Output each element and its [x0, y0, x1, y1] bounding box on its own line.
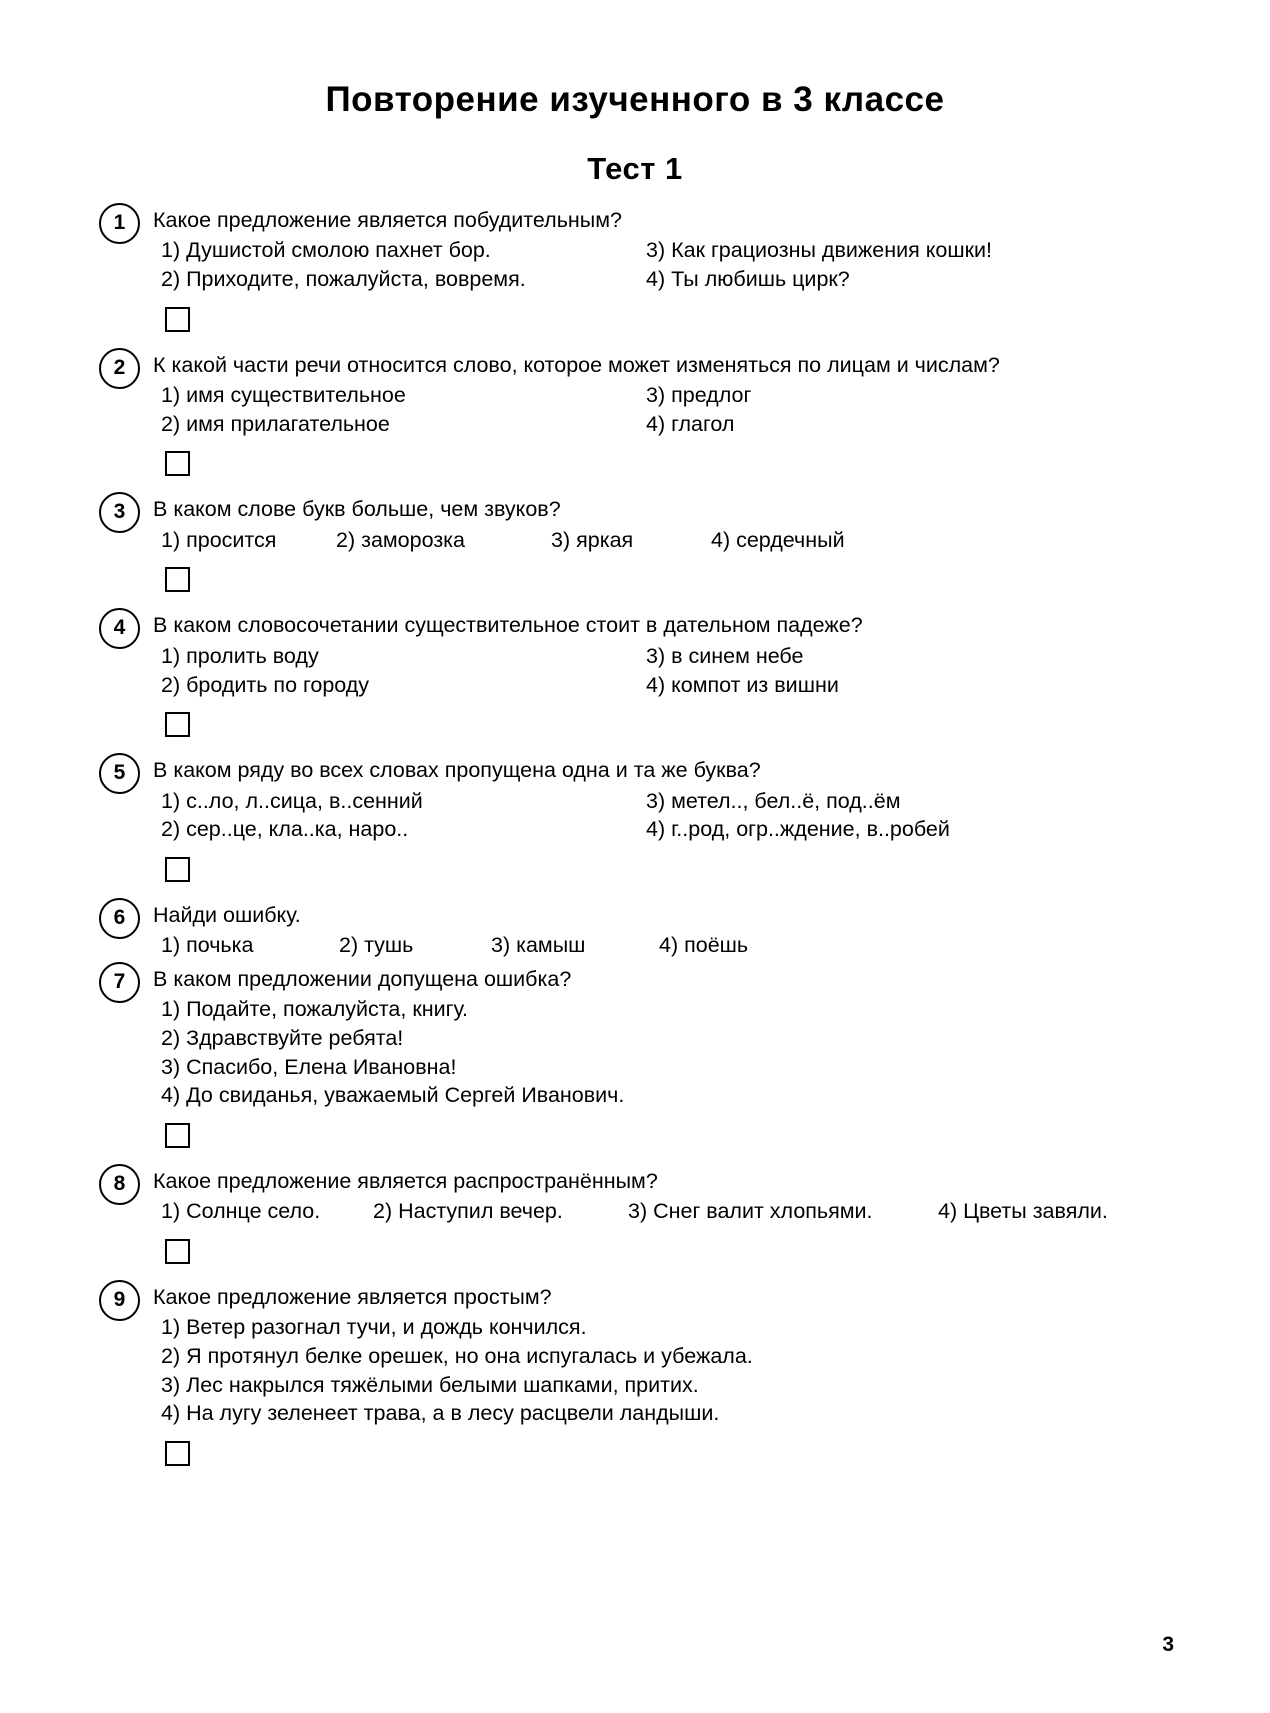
answer-checkbox[interactable] [165, 712, 190, 737]
question-9 [96, 1284, 1174, 1466]
question-7 [96, 966, 1174, 1148]
question-6 [96, 902, 1174, 960]
answer-option[interactable]: 4) глагол [646, 411, 735, 436]
answer-option[interactable]: 3) предлог [646, 383, 752, 408]
answer-options [153, 787, 1174, 844]
question-number-badge: 3 [99, 492, 140, 533]
question-prompt: Какое предложение является распространённым? [153, 1168, 658, 1193]
question-number-badge: 1 [99, 203, 140, 244]
question-prompt: В каком ряду во всех словах пропущена одна и та же буква? [153, 758, 761, 783]
answer-option[interactable]: 1) с..ло, л..сица, в..сенний [161, 788, 423, 813]
answer-checkbox[interactable] [165, 1123, 190, 1148]
question-number-badge: 6 [99, 898, 140, 939]
question-prompt: В каком словосочетании существительное стоит в дательном падеже? [153, 613, 863, 638]
answer-checkbox[interactable] [165, 857, 190, 882]
answer-options [153, 642, 1174, 699]
question-number-badge: 5 [99, 753, 140, 794]
answer-option[interactable]: 3) Как грациозны движения кошки! [646, 238, 992, 263]
answer-option[interactable]: 3) в синем небе [646, 643, 804, 668]
answer-option[interactable]: 3) Снег валит хлопьями. [628, 1199, 873, 1224]
answer-option[interactable]: 4) сердечный [711, 527, 845, 552]
question-prompt: Какое предложение является побудительным? [153, 207, 622, 232]
answer-option[interactable]: 2) Я протянул белке орешек, но она испугалась и убежала. [161, 1344, 753, 1369]
answer-checkbox[interactable] [165, 1441, 190, 1466]
answer-option[interactable]: 1) Подайте, пожалуйста, книгу. [161, 997, 469, 1022]
question-prompt: Найди ошибку. [153, 902, 301, 927]
answer-option[interactable]: 2) сер..це, кла..ка, наро.. [161, 817, 409, 842]
question-1 [96, 207, 1174, 332]
answer-option[interactable]: 2) Здравствуйте ребята! [161, 1026, 404, 1051]
question-prompt: В каком предложении допущена ошибка? [153, 966, 572, 991]
answer-option[interactable]: 3) Спасибо, Елена Ивановна! [161, 1054, 457, 1079]
question-prompt: В каком слове букв больше, чем звуков? [153, 497, 561, 522]
answer-option[interactable]: 2) имя прилагательное [161, 411, 390, 436]
answer-option[interactable]: 2) Наступил вечер. [373, 1199, 563, 1224]
answer-options [153, 1313, 1174, 1427]
answer-option[interactable]: 4) Цветы завяли. [938, 1199, 1108, 1224]
answer-option[interactable]: 4) поёшь [659, 933, 749, 958]
question-prompt: Какое предложение является простым? [153, 1284, 552, 1309]
question-number-badge: 7 [99, 962, 140, 1003]
answer-options [153, 236, 1174, 293]
question-5 [96, 757, 1174, 882]
answer-options [153, 1197, 1174, 1226]
answer-checkbox[interactable] [165, 567, 190, 592]
answer-option[interactable]: 4) На лугу зеленеет трава, а в лесу расцвели ландыши. [161, 1401, 720, 1426]
answer-option[interactable]: 3) яркая [551, 527, 634, 552]
answer-options [153, 995, 1174, 1109]
question-2 [96, 352, 1174, 477]
answer-option[interactable]: 1) пролить воду [161, 643, 319, 668]
answer-option[interactable]: 2) заморозка [336, 527, 466, 552]
questions-list [96, 207, 1174, 1466]
answer-option[interactable]: 1) Душистой смолою пахнет бор. [161, 238, 491, 263]
answer-option[interactable]: 3) камыш [491, 933, 586, 958]
answer-option[interactable]: 2) бродить по городу [161, 672, 370, 697]
answer-option[interactable]: 4) компот из вишни [646, 672, 839, 697]
page-number: 3 [1162, 1633, 1174, 1656]
answer-checkbox[interactable] [165, 307, 190, 332]
answer-option[interactable]: 1) имя существительное [161, 383, 406, 408]
answer-option[interactable]: 2) Приходите, пожалуйста, вовремя. [161, 267, 526, 292]
question-number-badge: 2 [99, 348, 140, 389]
question-number-badge: 8 [99, 1164, 140, 1205]
page-title: Повторение изученного в 3 классе [325, 80, 945, 119]
test-title: Тест 1 [587, 150, 683, 186]
question-prompt: К какой части речи относится слово, которое может изменяться по лицам и числам? [153, 352, 1000, 377]
answer-option[interactable]: 3) метел.., бел..ё, под..ём [646, 788, 901, 813]
question-3 [96, 496, 1174, 592]
answer-option[interactable]: 1) просится [161, 527, 277, 552]
answer-options [153, 381, 1174, 438]
question-4 [96, 612, 1174, 737]
answer-checkbox[interactable] [165, 1239, 190, 1264]
answer-checkbox[interactable] [165, 451, 190, 476]
answer-option[interactable]: 4) До свиданья, уважаемый Сергей Иванович. [161, 1083, 625, 1108]
answer-option[interactable]: 3) Лес накрылся тяжёлыми белыми шапками, притих. [161, 1372, 699, 1397]
question-number-badge: 9 [99, 1280, 140, 1321]
answer-option[interactable]: 1) Ветер разогнал тучи, и дождь кончился. [161, 1315, 587, 1340]
question-number-badge: 4 [99, 608, 140, 649]
answer-options [153, 526, 1174, 555]
answer-option[interactable]: 1) Солнце село. [161, 1199, 321, 1224]
question-8 [96, 1168, 1174, 1264]
answer-option[interactable]: 4) г..род, огр..ждение, в..робей [646, 817, 950, 842]
answer-option[interactable]: 4) Ты любишь цирк? [646, 267, 850, 292]
answer-options [153, 931, 1174, 960]
answer-option[interactable]: 1) почька [161, 933, 254, 958]
answer-option[interactable]: 2) тушь [339, 933, 414, 958]
